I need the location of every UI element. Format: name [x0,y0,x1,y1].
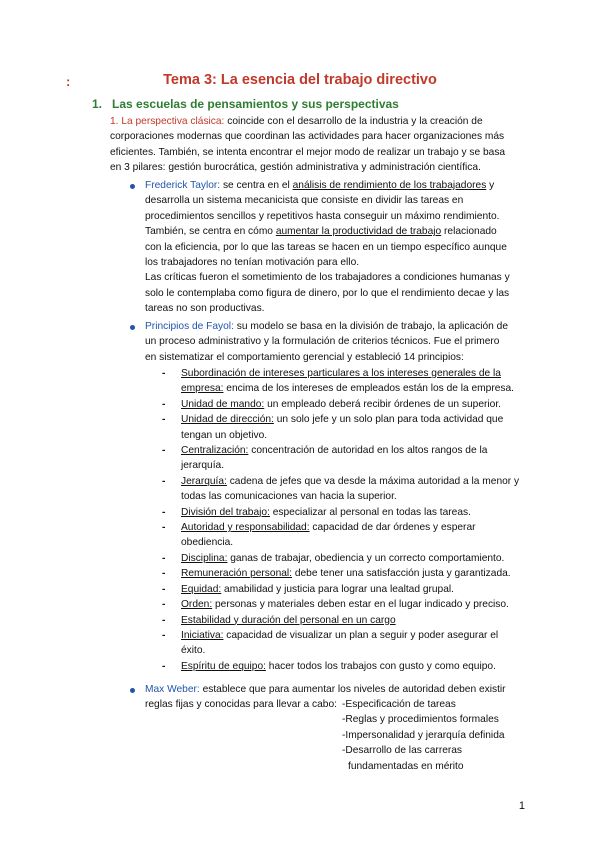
list-item [162,659,528,674]
principle-term: Unidad de dirección: [181,414,274,426]
dash-icon: - [162,629,166,641]
principle-text: todas las comunicaciones van hacia la superior. [181,491,397,503]
principle-text: personas y materiales deben estar en el lugar indicado y preciso. [212,599,509,611]
principle-term: Jerarquía: [181,475,227,487]
principle-text: especializar al personal en todas las tareas. [269,506,471,518]
intro-line: eficientes. También, se intenta encontrar el mejor modo de realizar un trabajo y se basa [110,146,506,158]
list-item: -Reglas y procedimientos formales [342,714,499,726]
list-item [162,628,528,659]
list-item: -Impersonalidad y jerarquía definida [342,729,505,741]
principle-term: Estabilidad y duración del personal en un cargo [181,614,396,626]
principle-text: un solo jefe y un solo plan para toda actividad que [273,414,504,426]
list-item [162,474,528,505]
dash-icon: - [162,475,166,487]
principle-text: obediencia. [181,537,234,549]
list-item [162,566,528,581]
principle-text: concentración de autoridad en los altos rangos de la [248,445,488,457]
principle-term: Espíritu de equipo: [181,660,266,672]
principle-term: División del trabajo: [181,506,270,518]
principle-text: amabilidad y justicia para lograr una lealtad grupal. [221,583,454,595]
intro-line: corporaciones modernas que coordinan las actividades para hacer organizaciones más [110,131,505,143]
list-item [162,582,528,597]
weber-line: establece que para aumentar los niveles de autoridad deben existir [199,684,506,695]
taylor-paragraph [145,178,528,317]
taylor-line: Las críticas fueron el sometimiento de los trabajadores a condiciones humanas y [145,272,510,284]
principle-term: Centralización: [181,445,249,457]
principle-text: éxito. [181,645,206,657]
list-item: -Desarrollo de las carreras [342,745,463,757]
list-item: -Especificación de tareas [342,699,456,710]
list-item [162,366,528,397]
taylor-line: procedimientos sencillos y repetitivos hasta conseguir un máximo rendimiento. [145,210,500,222]
dash-icon: - [162,398,166,410]
taylor-text: relacionado [441,226,497,238]
taylor-underline: aumentar la productividad de trabajo [275,226,442,238]
principle-text: cadena de jefes que va desde la máxima autoridad a la menor y [226,475,520,487]
intro-line: coincide con el desarrollo de la industria y la creación de [224,116,483,127]
bullet-icon [130,184,135,189]
dash-icon: - [162,368,166,379]
taylor-text: y [486,180,495,191]
principle-term: Orden: [181,599,213,611]
principle-text: capacidad de visualizar un plan a seguir y poder asegurar el [223,629,499,641]
list-item [162,412,528,443]
principle-text: jerarquía. [181,460,225,472]
dash-icon: - [162,506,166,518]
taylor-line: solo le contemplaba como figura de dinero, por lo que el rendimiento decae y las [145,287,510,299]
taylor-line: los trabajadores no tenían motivación para ello. [145,257,360,269]
principle-text: debe tener una satisfacción justa y garantizada. [292,568,511,580]
list-item [162,613,528,628]
dash-icon: - [162,614,166,626]
principle-term: Disciplina: [181,552,228,564]
principles-list [162,366,528,674]
principle-text: tengan un objetivo. [181,429,268,441]
principle-text: encima de los intereses de empleados están los de la empresa. [223,383,514,395]
principle-term: Unidad de mando: [181,398,265,410]
dash-icon: - [162,522,166,534]
bullet-icon [130,325,135,330]
section-heading [92,97,399,111]
taylor-line: tareas no son productivas. [145,303,265,315]
taylor-line: desarrolla un sistema mecanicista que consiste en dividir las tareas en [145,195,464,207]
list-item [162,397,528,412]
section-label: Las escuelas de pensamientos y sus perspectivas [112,97,399,111]
dash-icon: - [162,599,166,611]
list-item [162,505,528,520]
list-item [162,551,528,566]
dash-icon: - [162,660,166,672]
page-number: 1 [518,800,525,812]
fayol-line: en sistematizar el comportamiento gerencial y estableció 14 principios: [145,351,464,363]
fayol-name: Principios de Fayol: [145,321,234,332]
principle-term: empresa: [181,383,224,395]
principle-text: hacer todos los trabajos con gusto y como equipo. [265,660,496,672]
title-marker: : [66,74,71,89]
intro-label: 1. La perspectiva clásica: [110,116,225,127]
dash-icon: - [162,414,166,426]
dash-icon: - [162,445,166,457]
list-item [162,443,528,474]
principle-term: Equidad: [181,583,222,595]
taylor-text: También, se centra en cómo [145,226,276,238]
list-item [162,520,528,551]
fayol-paragraph [145,319,528,365]
bullet-icon [130,688,135,693]
dash-icon: - [162,552,166,564]
principle-term: Iniciativa: [181,629,224,641]
taylor-text: se centra en el [220,180,293,191]
list-item [162,597,528,612]
section-number: 1. [92,97,103,111]
page-title: Tema 3: La esencia del trabajo directivo [163,72,437,88]
principle-text: ganas de trabajar, obediencia y un correcto comportamiento. [227,552,505,564]
fayol-line: un proceso administrativo y la formulación de criterios técnicos. Fue el primero [145,336,500,348]
principle-text: capacidad de dar órdenes y esperar [309,522,476,534]
intro-line: en 3 pilares: gestión burocrática, gestión administrativa y administración científica. [110,162,481,174]
taylor-line: con la eficiencia, por lo que las tareas se hacen en un tiempo específico aunque [145,241,507,253]
list-item: fundamentadas en mérito [348,760,464,772]
principle-term: Subordinación de intereses particulares a los intereses generales de la [181,368,501,379]
fayol-line: su modelo se basa en la división de trabajo, la aplicación de [233,321,509,332]
weber-line: reglas fijas y conocidas para llevar a cabo: [145,699,337,711]
principle-term: Remuneración personal: [181,568,292,580]
dash-icon: - [162,568,166,580]
principle-term: Autoridad y responsabilidad: [181,522,310,534]
weber-list [342,697,505,774]
dash-icon: - [162,583,166,595]
taylor-name: Frederick Taylor: [145,180,221,191]
weber-name: Max Weber: [145,684,200,695]
intro-paragraph [110,114,522,176]
principle-text: un empleado deberá recibir órdenes de un superior. [264,398,501,410]
taylor-underline: análisis de rendimiento de los trabajadores [292,180,487,191]
